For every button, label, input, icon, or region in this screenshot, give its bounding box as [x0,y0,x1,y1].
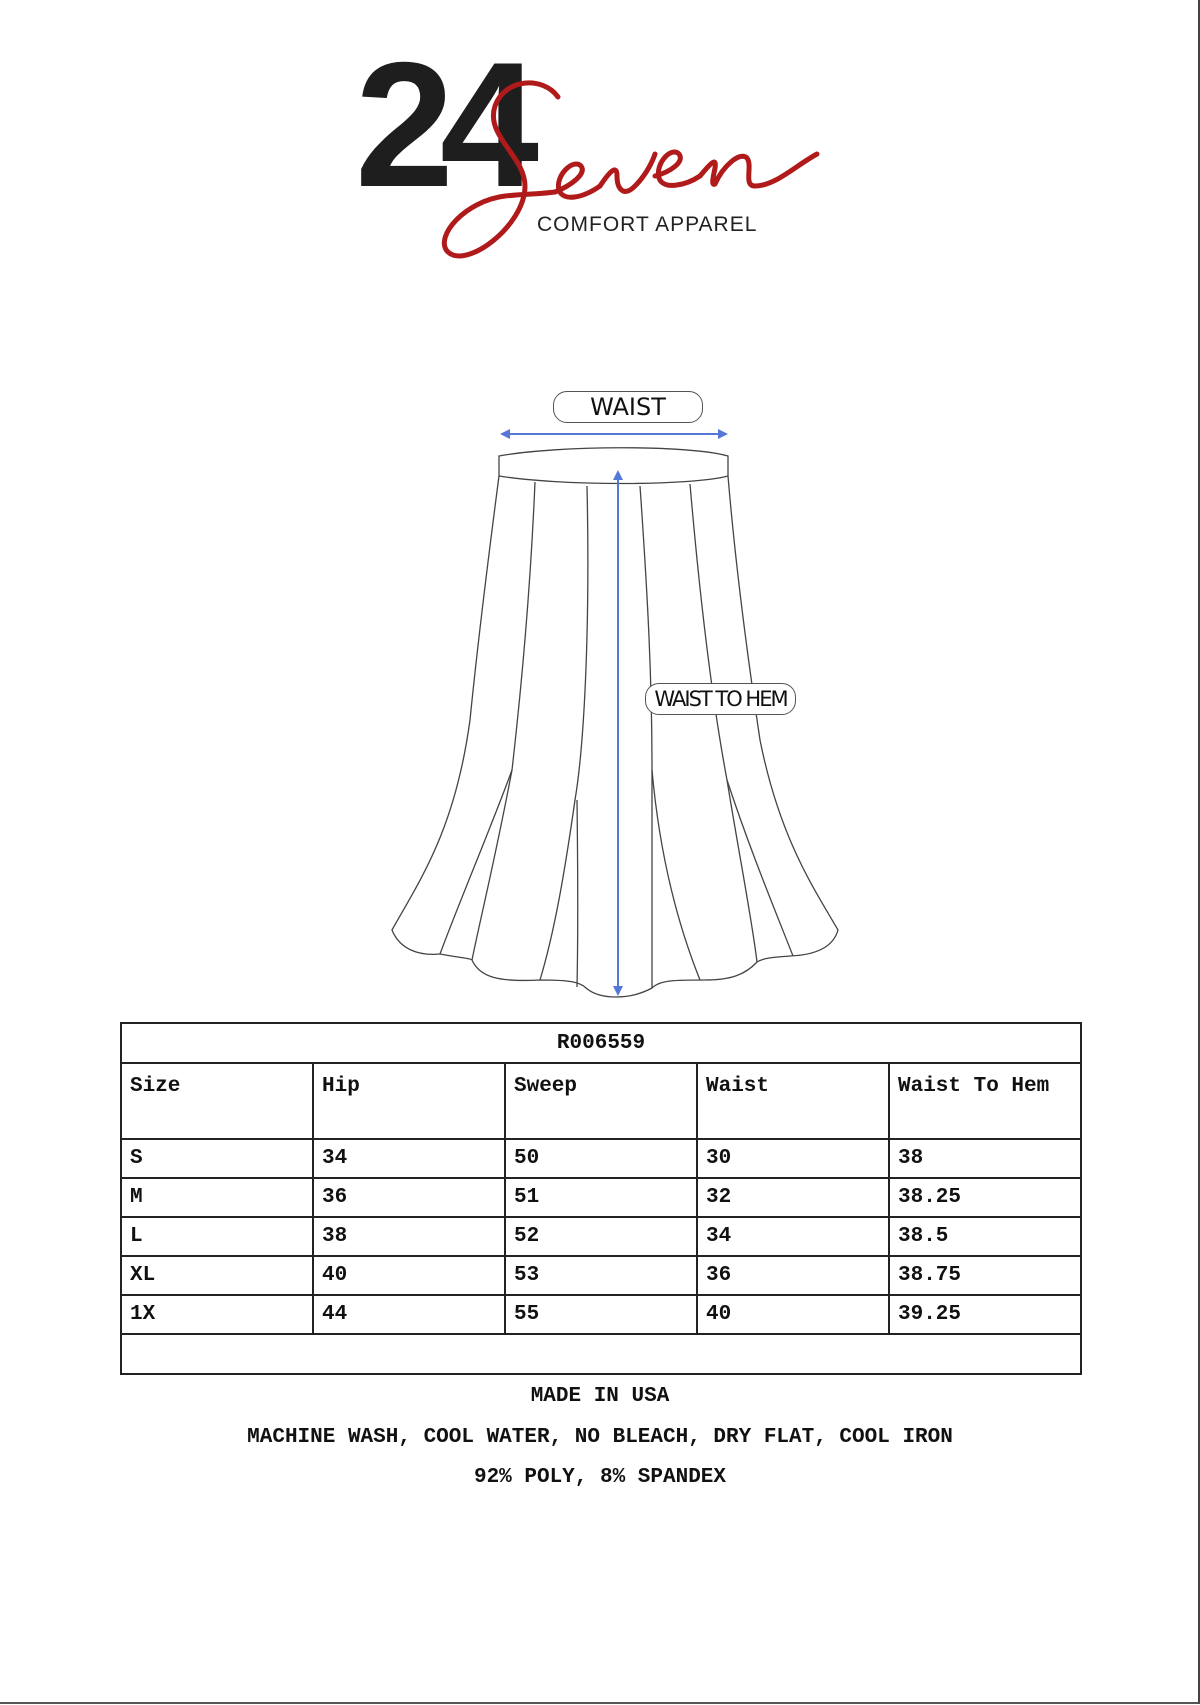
cell-size: M [121,1178,313,1217]
made-in-label: MADE IN USA [530,1385,670,1408]
cell-sweep: 50 [505,1139,697,1178]
cell-waist-to-hem: 38.5 [889,1217,1081,1256]
cell-waist-to-hem: 38.75 [889,1256,1081,1295]
cell-waist: 30 [697,1139,889,1178]
cell-hip: 38 [313,1217,505,1256]
style-number: R006559 [121,1023,1081,1063]
column-header-sweep: Sweep [505,1063,697,1139]
cell-size: L [121,1217,313,1256]
table-header-row [121,1063,1081,1139]
cell-waist-to-hem: 39.25 [889,1295,1081,1334]
cell-waist-to-hem: 38.25 [889,1178,1081,1217]
cell-hip: 44 [313,1295,505,1334]
care-instructions: MACHINE WASH, COOL WATER, NO BLEACH, DRY FLAT, COOL IRON [247,1426,953,1449]
column-header-waist-to-hem: Waist To Hem [889,1063,1081,1139]
column-header-size: Size [121,1063,313,1139]
cell-waist: 34 [697,1217,889,1256]
cell-hip: 36 [313,1178,505,1217]
cell-hip: 40 [313,1256,505,1295]
table-row [121,1217,1081,1256]
cell-size: XL [121,1256,313,1295]
logo-number: 24 [355,25,525,224]
logo-script-seven-icon [355,25,895,276]
size-chart-table [120,1022,1082,1375]
waist-to-hem-label: WAIST TO HEM [645,683,796,715]
cell-hip: 34 [313,1139,505,1178]
cell-sweep: 55 [505,1295,697,1334]
table-row [121,1139,1081,1178]
skirt-outline-icon [0,380,1200,1020]
cell-size: 1X [121,1295,313,1334]
column-header-hip: Hip [313,1063,505,1139]
garment-diagram [0,380,1200,1020]
cell-waist: 32 [697,1178,889,1217]
fabric-content: 92% POLY, 8% SPANDEX [473,1466,727,1489]
table-row [121,1256,1081,1295]
cell-sweep: 53 [505,1256,697,1295]
cell-waist: 36 [697,1256,889,1295]
column-header-waist: Waist [697,1063,889,1139]
brand-logo [355,25,895,276]
cell-sweep: 51 [505,1178,697,1217]
cell-waist-to-hem: 38 [889,1139,1081,1178]
cell-size: S [121,1139,313,1178]
waist-label: WAIST [553,391,703,423]
empty-table-row [121,1334,1081,1374]
cell-sweep: 52 [505,1217,697,1256]
table-row [121,1295,1081,1334]
cell-waist: 40 [697,1295,889,1334]
table-row [121,1178,1081,1217]
logo-tagline: COMFORT APPAREL [537,213,758,236]
empty-cell [121,1334,1081,1374]
